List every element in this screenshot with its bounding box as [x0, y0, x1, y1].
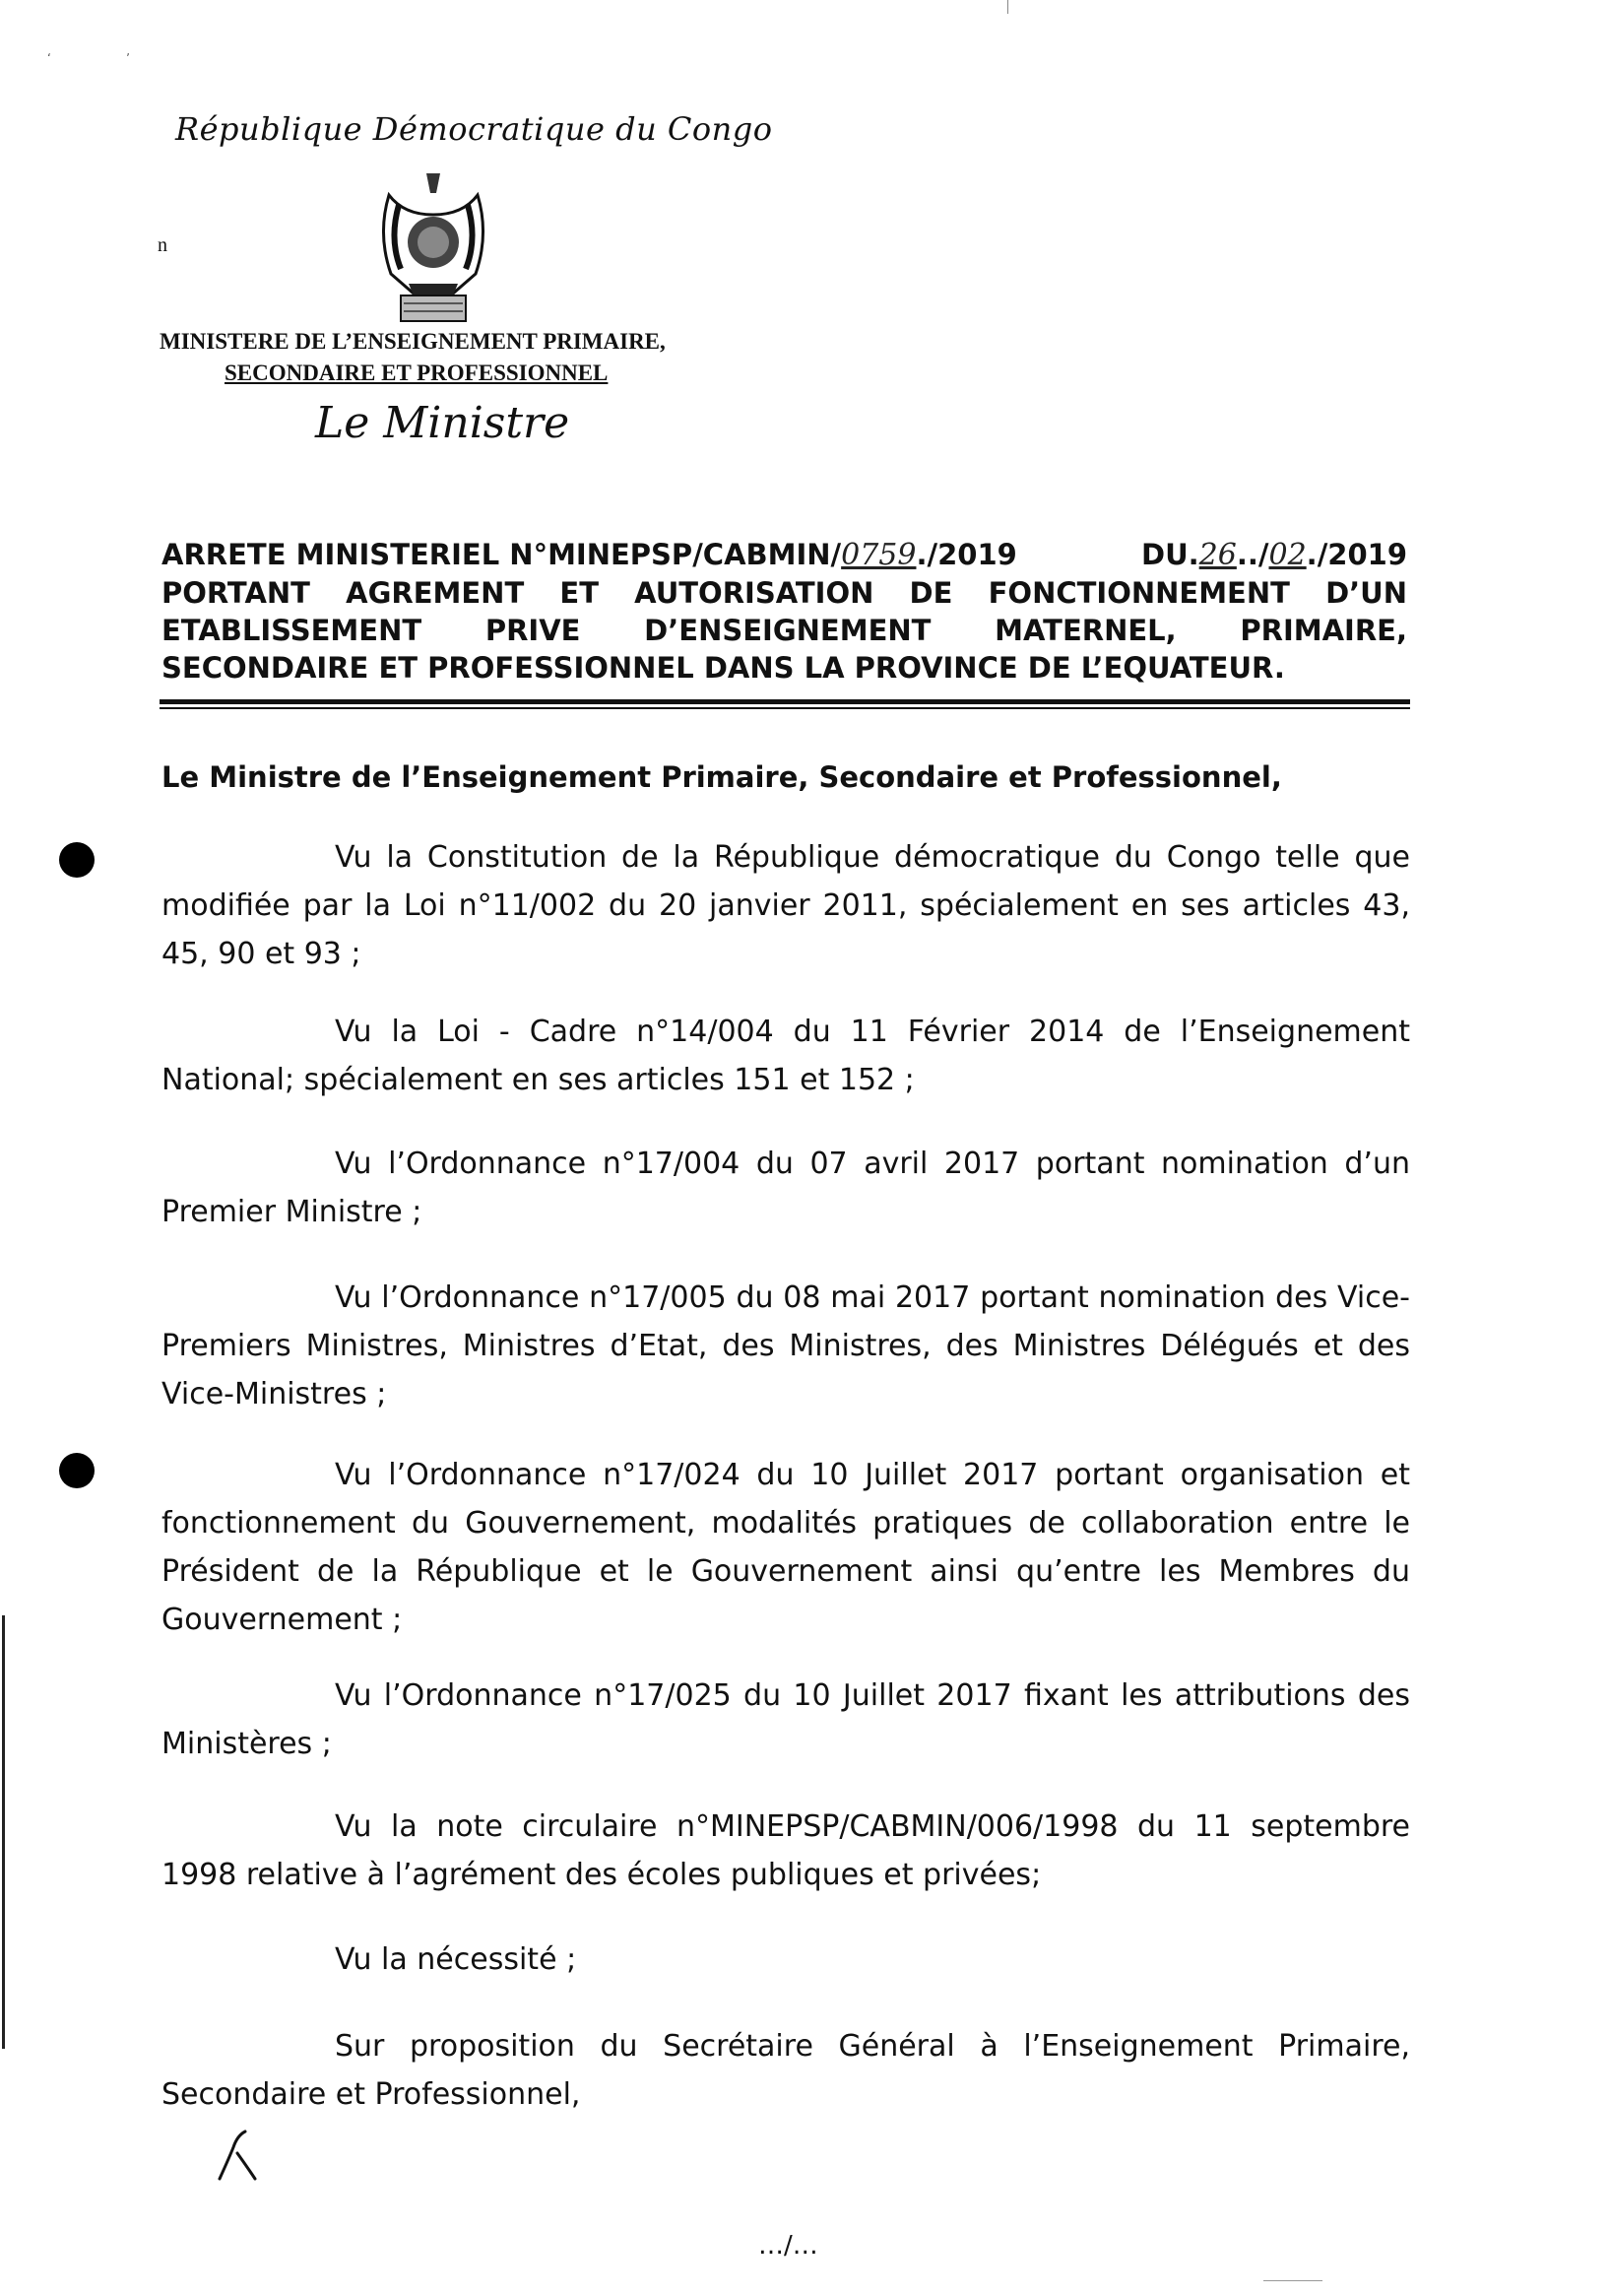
handwritten-initial-mark — [212, 2118, 271, 2187]
title-divider — [160, 699, 1410, 704]
title-divider-thin — [160, 707, 1410, 709]
scan-edge-line — [2, 1615, 5, 2049]
recital-paragraph: Vu l’Ordonnance n°17/004 du 07 avril 2017 portant nomination d’un Premier Ministre ; — [161, 1147, 1410, 1229]
recital-paragraph: Vu l’Ordonnance n°17/025 du 10 Juillet 2017 fixant les attributions des Ministères ; — [161, 1678, 1410, 1761]
handwritten-month: 02 — [1268, 538, 1307, 572]
addressee-line: Le Ministre de l’Enseignement Primaire, Secondaire et Professionnel, — [161, 760, 1282, 794]
page-continuation-mark: …/… — [758, 2231, 818, 2261]
decree-reference-line — [161, 536, 1407, 574]
punch-hole — [59, 1453, 95, 1488]
decree-reference: ARRETE MINISTERIEL N°MINEPSP/CABMIN/0759./2019 — [161, 538, 1017, 572]
handwritten-day: 26 — [1198, 538, 1237, 572]
coat-of-arms-emblem — [369, 165, 497, 325]
ministry-name-line2: SECONDAIRE ET PROFESSIONNEL — [225, 361, 609, 385]
scan-mark — [1263, 2280, 1322, 2281]
recital-paragraph: Vu la note circulaire n°MINEPSP/CABMIN/006/1998 du 11 septembre 1998 relative à l’agrément des écoles publiques et privées; — [161, 1809, 1410, 1892]
ministry-name-line1: MINISTERE DE L’ENSEIGNEMENT PRIMAIRE, — [160, 329, 666, 354]
scan-mark — [1007, 0, 1008, 14]
recital-paragraph: Vu la Loi - Cadre n°14/004 du 11 Février 2014 de l’Enseignement National; spécialement en ses articles 151 et 152 ; — [161, 1015, 1410, 1097]
punch-hole — [59, 842, 95, 878]
stray-mark: n — [158, 234, 167, 256]
recital-paragraph: Vu la Constitution de la République démocratique du Congo telle que modifiée par la Loi n°11/002 du 20 janvier 2011, spécialement en ses articles 43, 45, 90 et 93 ; — [161, 840, 1410, 971]
minister-title: Le Ministre — [315, 398, 570, 448]
decree-subject: PORTANT AGREMENT ET AUTORISATION DE FONCTIONNEMENT D’UN ETABLISSEMENT PRIVE D’ENSEIGNEMENT MATERNEL, PRIMAIRE, SECONDAIRE ET PROFESSIONNEL DANS LA PROVINCE DE L’EQUATEUR. — [161, 576, 1407, 685]
decree-title — [161, 536, 1407, 687]
recital-paragraph: Sur proposition du Secrétaire Général à l’Enseignement Primaire, Secondaire et Professionnel, — [161, 2029, 1410, 2112]
handwritten-decree-number: 0759 — [841, 538, 917, 572]
country-heading: République Démocratique du Congo — [175, 110, 773, 148]
recital-paragraph: Vu la nécessité ; — [335, 1942, 577, 1977]
scan-mark: ʻ ʼ — [47, 51, 130, 65]
decree-date: DU.26../02./2019 — [1141, 538, 1407, 572]
recital-paragraph: Vu l’Ordonnance n°17/005 du 08 mai 2017 portant nomination des Vice-Premiers Ministres, Ministres d’Etat, des Ministres, des Ministres Délégués et des Vice-Ministres ; — [161, 1280, 1410, 1411]
recital-paragraph: Vu l’Ordonnance n°17/024 du 10 Juillet 2017 portant organisation et fonctionnement du Gouvernement, modalités pratiques de collaboration entre le Président de la République et le Gouvernement ainsi qu’entre les Membres du Gouvernement ; — [161, 1458, 1410, 1637]
